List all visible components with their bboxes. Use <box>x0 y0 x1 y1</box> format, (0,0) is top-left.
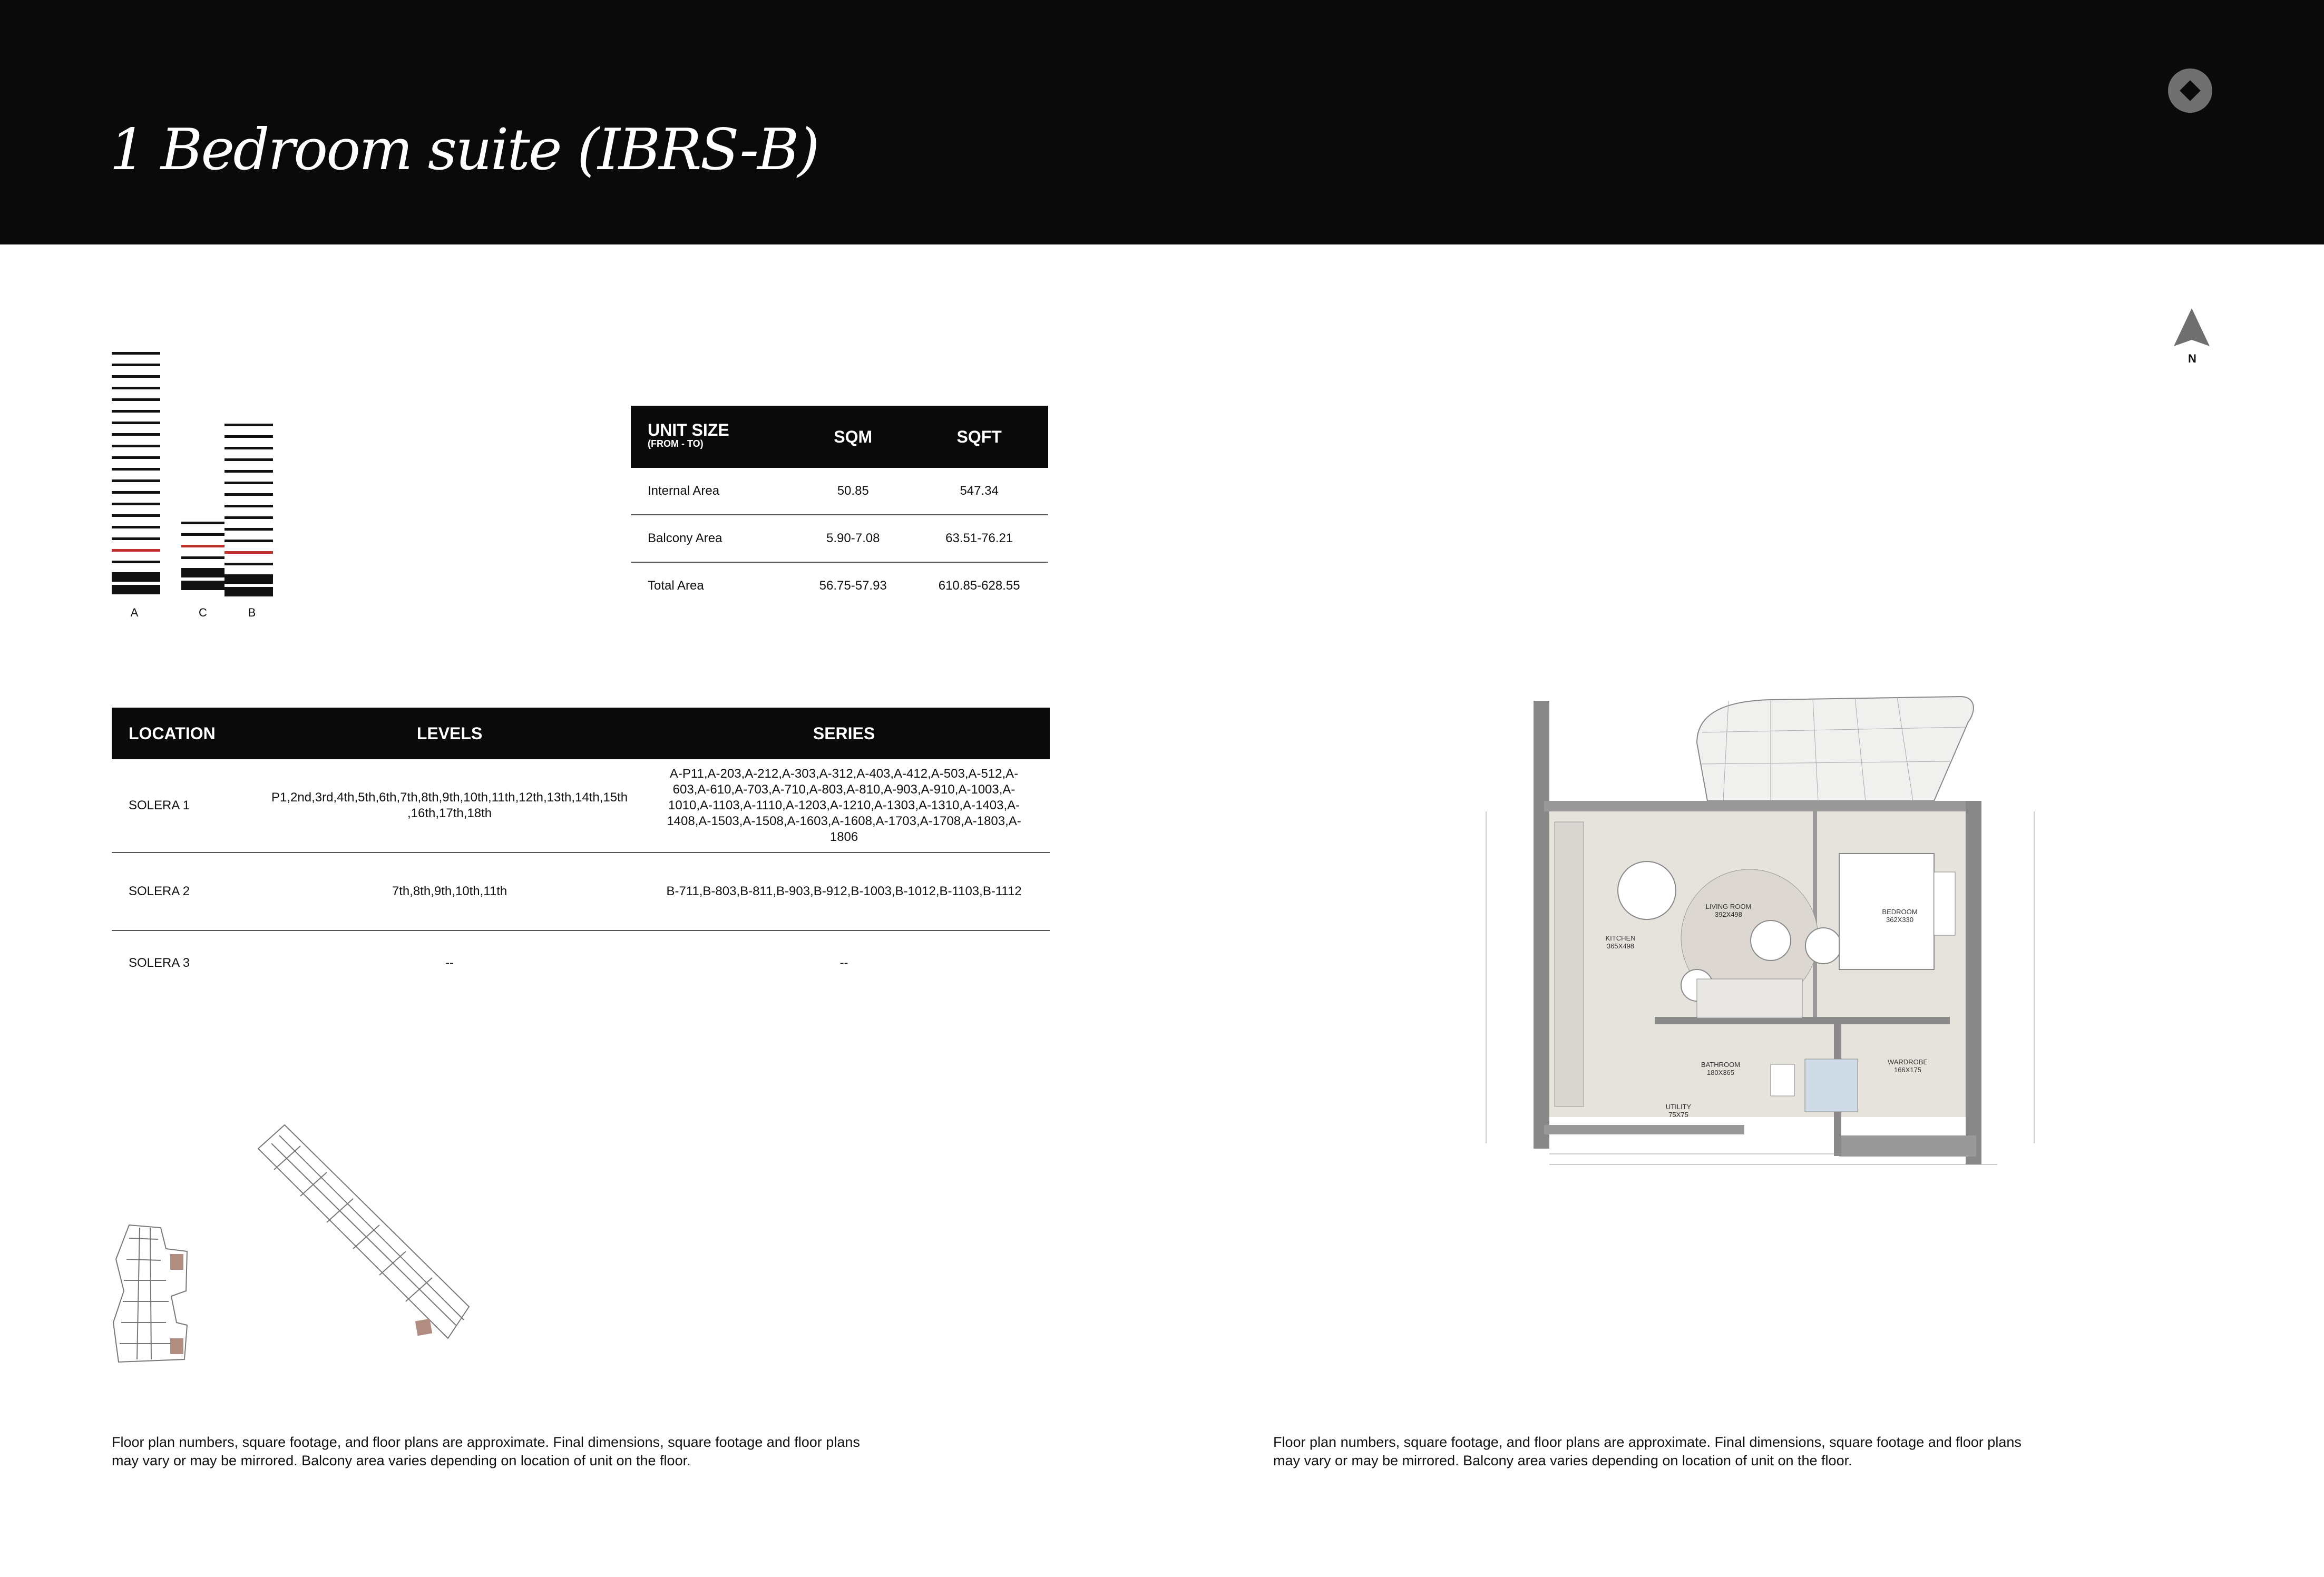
room-label-utility: UTILITY <box>1665 1103 1692 1111</box>
room-size-bathroom: 180X365 <box>1706 1069 1735 1076</box>
floor-line <box>112 375 160 378</box>
area-label: Total Area <box>648 579 704 593</box>
floor-line <box>224 528 273 531</box>
floor-line <box>181 556 224 559</box>
series-header: SERIES <box>638 708 1050 759</box>
room-label-wardrobe: WARDROBE <box>1887 1058 1928 1066</box>
levels-value: 7th,8th,9th,10th,11th <box>261 853 638 930</box>
floor-line <box>181 522 224 524</box>
floor-line <box>112 364 160 366</box>
room-size-wardrobe: 166X175 <box>1893 1066 1922 1074</box>
table-row <box>112 853 1050 930</box>
floor-line <box>224 458 273 461</box>
series-value: B-711,B-803,B-811,B-903,B-912,B-1003,B-1012,B-1103,B-1112 <box>638 853 1050 930</box>
header-bar <box>0 0 2324 244</box>
sqft-value: 547.34 <box>910 468 1048 515</box>
room-label-bedroom: BEDROOM <box>1882 908 1918 916</box>
floor-line <box>224 482 273 484</box>
floor-line <box>224 540 273 542</box>
floor-line <box>224 505 273 507</box>
floor-line <box>224 551 273 554</box>
floor-line <box>112 549 160 552</box>
sqm-header: SQM <box>796 406 910 468</box>
floor-line <box>112 445 160 447</box>
room-size-living: 392X498 <box>1714 910 1743 918</box>
sqft-value: 63.51-76.21 <box>910 515 1048 562</box>
floor-line <box>112 491 160 494</box>
disclaimer-right: Floor plan numbers, square footage, and floor plans are approximate. Final dimensions, square footage and floor plans may vary or may be mirrored. Balcony area varies depending on location of unit on the floor. <box>1273 1434 2022 1468</box>
floor-line <box>224 516 273 519</box>
floor-line <box>224 447 273 449</box>
sqm-value: 50.85 <box>796 468 910 515</box>
location-name: SOLERA 3 <box>129 956 190 970</box>
floor-plan-drawing <box>1476 690 2071 1196</box>
floor-line <box>224 435 273 438</box>
location-name: SOLERA 1 <box>112 759 261 853</box>
tower-label-c: C <box>199 606 207 619</box>
floor-line <box>224 424 273 426</box>
sqft-header: SQFT <box>910 406 1048 468</box>
north-label: N <box>2188 352 2196 365</box>
floor-line <box>112 503 160 505</box>
floor-line <box>181 545 224 547</box>
floor-line <box>112 537 160 540</box>
podium-block <box>224 587 273 596</box>
floor-line <box>224 563 273 565</box>
location-header: LOCATION <box>112 708 261 759</box>
floor-line <box>112 422 160 424</box>
levels-header: LEVELS <box>261 708 638 759</box>
table-row <box>112 759 1050 853</box>
unit-size-header <box>631 406 796 468</box>
table-row <box>631 515 1048 562</box>
series-value: A-P11,A-203,A-212,A-303,A-312,A-403,A-412,A-503,A-512,A-603,A-610,A-703,A-710,A-803,A-810,A-903,A-910,A-1003,A-1010,A-1103,A-1110,A-1203,A-1210,A-1303,A-1310,A-1403,A-1408,A-1503,A-1508,A-1603,A-1608,A-1703,A-1708,A-1803,A-1806 <box>638 759 1050 853</box>
floor-line <box>112 468 160 471</box>
key-plan-solera-1-icon <box>248 1117 480 1349</box>
room-label-living: LIVING ROOM <box>1705 903 1752 910</box>
levels-value: P1,2nd,3rd,4th,5th,6th,7th,8th,9th,10th,11th,12th,13th,14th,15th ,16th,17th,18th <box>261 759 638 853</box>
series-value: -- <box>839 956 848 970</box>
sqft-value: 610.85-628.55 <box>938 579 1020 593</box>
area-label: Internal Area <box>631 468 796 515</box>
floor-line <box>112 561 160 563</box>
floor-line <box>112 410 160 413</box>
unit-size-header-sub: (FROM - TO) <box>648 438 704 449</box>
floor-line <box>181 533 224 536</box>
key-plan-solera-2-icon <box>108 1217 203 1370</box>
floor-line <box>224 493 273 496</box>
podium-block <box>112 585 160 594</box>
location-table <box>112 708 1050 995</box>
page-title: 1 Bedroom suite (IBRS-B) <box>110 117 818 183</box>
sqm-value: 56.75-57.93 <box>819 579 887 593</box>
floor-line <box>112 479 160 482</box>
unit-size-table <box>631 406 1048 609</box>
podium-block <box>112 572 160 582</box>
room-size-bedroom: 362X330 <box>1886 916 1914 924</box>
floor-line <box>112 514 160 517</box>
sqm-value: 5.90-7.08 <box>796 515 910 562</box>
unit-size-header-label: UNIT SIZE <box>648 420 729 439</box>
room-label-bathroom: BATHROOM <box>1701 1061 1741 1069</box>
podium-block <box>181 568 224 577</box>
podium-block <box>224 574 273 584</box>
building-stack-diagram <box>112 348 280 611</box>
location-header-row <box>112 708 1050 759</box>
table-row <box>631 562 1048 609</box>
floor-line <box>112 433 160 436</box>
floor-line <box>112 398 160 401</box>
room-size-kitchen: 365X498 <box>1606 942 1635 950</box>
disclaimer-left: Floor plan numbers, square footage, and floor plans are approximate. Final dimensions, square footage and floor plans may vary or may be mirrored. Balcony area varies depending on location of unit on the floor. <box>112 1434 860 1468</box>
levels-value: -- <box>445 956 454 970</box>
floor-line <box>112 352 160 355</box>
floor-line <box>224 470 273 473</box>
floor-line <box>112 526 160 528</box>
floor-line <box>112 456 160 459</box>
unit-size-header-row <box>631 406 1048 468</box>
podium-block <box>181 581 224 590</box>
floor-line <box>112 387 160 389</box>
table-row <box>112 930 1050 995</box>
brand-logo-icon <box>2168 68 2212 113</box>
room-size-utility: 75X75 <box>1668 1111 1688 1119</box>
tower-label-a: A <box>130 606 139 619</box>
tower-label-b: B <box>248 606 256 619</box>
location-name: SOLERA 2 <box>112 853 261 930</box>
area-label: Balcony Area <box>631 515 796 562</box>
table-row <box>631 468 1048 515</box>
room-label-kitchen: KITCHEN <box>1605 934 1636 942</box>
